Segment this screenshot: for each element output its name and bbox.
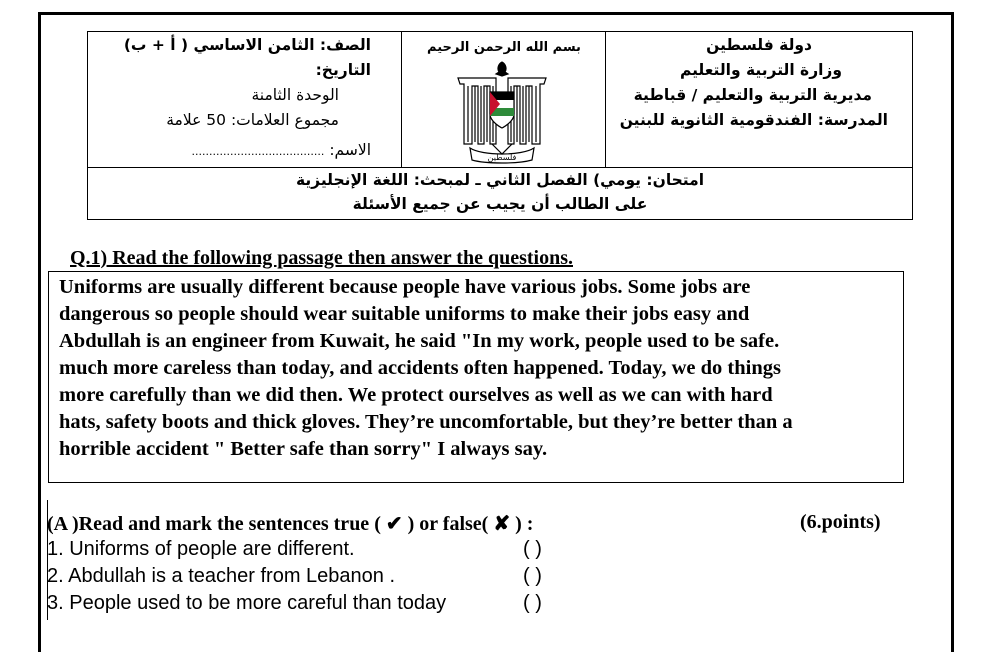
state-name: دولة فلسطين [706, 36, 812, 54]
student-name-field [192, 140, 371, 162]
directorate-name: مديرية التربية والتعليم / قباطية [633, 86, 872, 104]
passage-line: much more careless than today, and accidents often happened. Today, we do things [59, 357, 781, 379]
ministry-name: وزارة التربية والتعليم [679, 61, 842, 79]
passage-line: horrible accident " Better safe than sorry" I always say. [59, 438, 548, 460]
unit-label: الوحدة الثامنة [251, 86, 339, 104]
reading-passage [48, 271, 904, 483]
exam-title-line: امتحان: يومي) الفصل الثاني ـ لمبحث: اللغة الإنجليزية [295, 171, 705, 189]
statement-item: 3. People used to be more careful than today [47, 592, 447, 614]
statement-item: 2. Abdullah is a teacher from Lebanon . [47, 565, 396, 587]
name-dots: ...................................... [191, 145, 325, 158]
exam-info [88, 168, 912, 220]
exam-instruction-line: على الطالب أن يجيب عن جميع الأسئلة [352, 195, 648, 213]
passage-line: Uniforms are usually different because people have various jobs. Some jobs are [59, 276, 751, 298]
answer-blank[interactable]: ( ) [523, 592, 542, 614]
name-label: الاسم: [329, 141, 371, 159]
passage-line: more carefully than we did then. We protect ourselves as well as we can with hard [59, 384, 773, 406]
answer-blank[interactable]: ( ) [523, 565, 542, 587]
section-a-title: (A )Read and mark the sentences true ( ✔ ) or false( ✘ ) : [47, 513, 534, 535]
header-right-column [606, 32, 912, 167]
header-top-row [88, 32, 912, 168]
grade-label: الصف: الثامن الاساسي ( أ + ب) [123, 36, 371, 54]
section-a-points: (6.points) [800, 511, 881, 533]
statement-item: 1. Uniforms of people are different. [47, 538, 355, 560]
exam-header [87, 31, 913, 220]
basmala: بسم الله الرحمن الرحيم [427, 40, 581, 55]
palestine-eagle-emblem-icon [452, 56, 552, 164]
header-middle-column [402, 32, 606, 167]
passage-line: Abdullah is an engineer from Kuwait, he said "In my work, people used to be safe. [59, 330, 780, 352]
header-left-column [88, 32, 402, 167]
answer-blank[interactable]: ( ) [523, 538, 542, 560]
question-1-title: Q.1) Read the following passage then answer the questions. [70, 247, 573, 269]
emblem-caption: فلسطين [487, 153, 517, 162]
passage-line: hats, safety boots and thick gloves. They’re uncomfortable, but they’re better than a [59, 411, 793, 433]
school-name: المدرسة: الفندقومية الثانوية للبنين [619, 111, 888, 129]
passage-line: dangerous so people should wear suitable uniforms to make their jobs easy and [59, 303, 750, 325]
date-label: التاريخ: [315, 61, 371, 79]
total-marks-label: مجموع العلامات: 50 علامة [166, 111, 339, 129]
